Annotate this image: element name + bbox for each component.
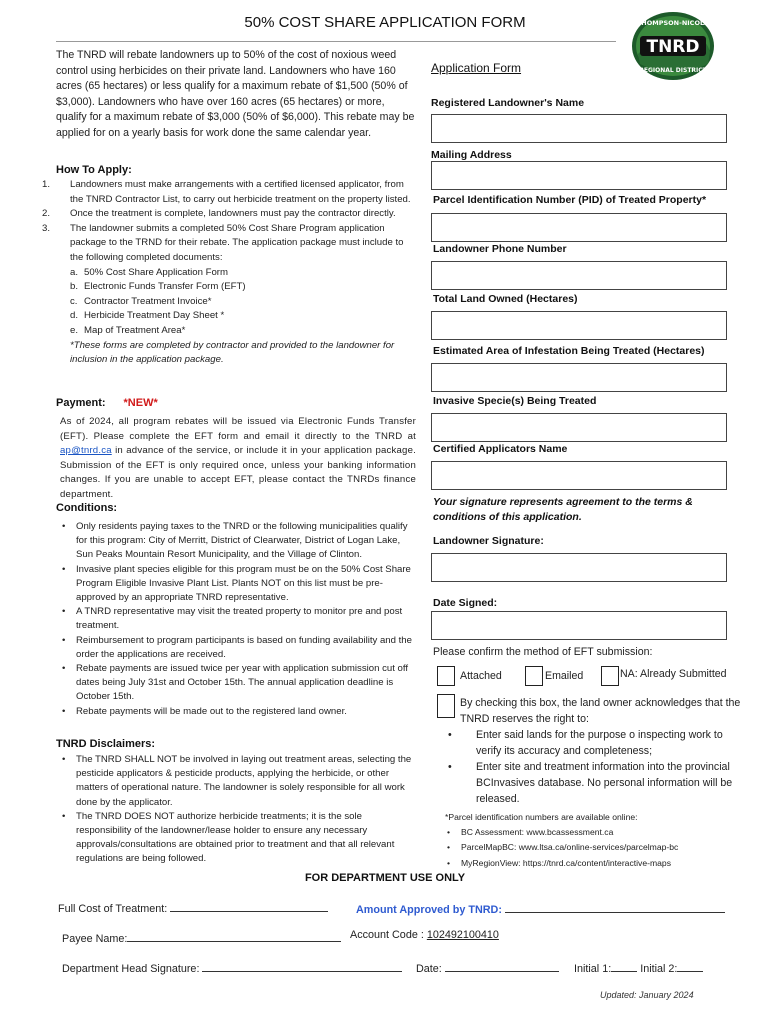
list-item: • BC Assessment: www.bcassessment.ca [445,825,745,840]
initial-1-label: Initial 1: [574,963,612,975]
initial-2-label: Initial 2: [640,963,678,975]
mailing-address-field[interactable] [431,161,727,190]
acknowledgement-block [460,695,750,807]
invasive-species-label: Invasive Specie(s) Being Treated [433,395,597,407]
list-item: • ParcelMapBC: www.ltsa.ca/online-services/parcelmap-bc [445,840,745,855]
how-to-apply-heading: How To Apply: [56,164,132,176]
account-code-value: 102492100410 [426,929,499,941]
account-code-label: Account Code : [350,929,424,941]
title-divider [56,41,616,42]
eft-attached-checkbox[interactable] [437,666,455,686]
phone-field[interactable] [431,261,727,290]
list-item: • The TNRD DOES NOT authorize herbicide treatments; it is the sole responsibility of the landowner/lease holder to ensure any necessary approvals/consultations are obtained prior to treatment and that all relevant regulations are being followed. [60,810,412,867]
acknowledge-checkbox[interactable] [437,694,455,718]
dept-head-label: Department Head Signature: [62,963,200,975]
invasive-species-field[interactable] [431,413,727,442]
document-item: c. Contractor Treatment Invoice* [70,295,212,307]
applicator-name-label: Certified Applicators Name [433,443,568,455]
list-item: • Reimbursement to program participants is based on funding availability and the order the applications are received. [60,634,412,662]
list-item: • MyRegionView: https://tnrd.ca/content/interactive-maps [445,856,745,871]
pid-label: Parcel Identification Number (PID) of Treated Property* [433,194,707,206]
svg-text:THOMPSON-NICOLA: THOMPSON-NICOLA [636,19,710,27]
amount-approved-field[interactable] [505,900,725,913]
list-item: • Rebate payments are issued twice per year with application submission cut off dates being July 31st and October 15th. The annual application deadline is October 15th. [60,662,412,705]
total-land-field[interactable] [431,311,727,340]
eft-already-submitted-checkbox[interactable] [601,666,619,686]
dept-date-row [416,959,559,975]
list-item: • A TNRD representative may visit the treated property to monitor pre and post treatment. [60,605,412,633]
contractor-forms-note: *These forms are completed by contractor and provided to the landowner for inclusion in the application package. [70,339,395,366]
landowner-name-field[interactable] [431,114,727,143]
phone-label: Landowner Phone Number [433,243,567,255]
updated-date: Updated: January 2024 [600,990,694,1000]
signature-agreement-note: Your signature represents agreement to the terms & conditions of this application. [433,496,693,523]
list-item: • Only residents paying taxes to the TNRD or the following municipalities qualify for this program: City of Merritt, District of Clearwater, District of Logan Lake, Sun Peaks Mountain Resort Municipality, and the Village of Clinton. [60,520,412,563]
dept-date-label: Date: [416,963,442,975]
conditions-list [60,520,412,719]
payment-heading: Payment: *NEW* [56,397,158,409]
full-cost-field[interactable] [170,899,328,912]
how-to-apply-list [42,178,418,368]
amount-approved-label: Amount Approved by TNRD: [356,904,502,916]
pid-sources-list [445,825,745,871]
date-signed-label: Date Signed: [433,597,498,609]
eft-already-submitted-label: NA: Already Submitted [620,668,727,680]
conditions-heading: Conditions: [56,502,118,514]
document-item: b. Electronic Funds Transfer Form (EFT) [70,281,246,293]
date-signed-field[interactable] [431,611,727,640]
document-item: d. Herbicide Treatment Day Sheet * [70,310,225,322]
step-item: 3. The landowner submits a completed 50% Cost Share Program application package to the TRND for their rebate. The application package must include to the following completed documents: [42,222,404,263]
tnrd-logo [630,10,716,82]
step-item: 2. Once the treatment is complete, landowners must pay the contractor directly. [42,208,396,220]
disclaimers-heading: TNRD Disclaimers: [56,738,156,750]
signature-field[interactable] [431,553,727,582]
initials-row [574,959,703,975]
total-land-label: Total Land Owned (Hectares) [433,293,578,305]
document-item: a. 50% Cost Share Application Form [70,266,228,278]
payment-paragraph: As of 2024, all program rebates will be issued via Electronic Funds Transfer (EFT). Please complete the EFT form and email it directly to the TNRD at ap@tnrd.ca in advance of the service, or include it in your application package. Submission of the EFT is only required once, unless your banking information changes. If you are unable to accept EFT, please contact the TNRDs finance department. [60,416,416,500]
full-cost-row [58,899,328,915]
payee-label: Payee Name: [62,933,128,945]
eft-method-question: Please confirm the method of EFT submission: [433,646,653,658]
disclaimers-list [60,753,412,867]
dept-date-field[interactable] [445,959,559,972]
landowner-name-label: Registered Landowner's Name [431,97,585,109]
svg-text:REGIONAL DISTRICT: REGIONAL DISTRICT [639,67,707,74]
department-use-heading: FOR DEPARTMENT USE ONLY [304,872,466,884]
step-item: 1. Landowners must make arrangements with a certified licensed applicator, from the TNRD Contractor List, to carry out herbicide treatment on the property listed. [42,179,411,205]
payee-row [62,929,341,945]
infestation-area-field[interactable] [431,363,727,392]
eft-attached-label: Attached [460,670,502,682]
payee-field[interactable] [127,929,341,942]
signature-label: Landowner Signature: [433,535,544,547]
infestation-area-label: Estimated Area of Infestation Being Treated (Hectares) [433,345,705,357]
page-title: 50% COST SHARE APPLICATION FORM [244,14,526,31]
initial-1-field[interactable] [611,959,637,972]
applicator-name-field[interactable] [431,461,727,490]
dept-head-row [62,959,402,975]
dept-head-signature-field[interactable] [202,959,402,972]
list-item: • Invasive plant species eligible for this program must be on the 50% Cost Share Program Eligible Invasive Plant List. Plants NOT on this list must be pre-approved by an appropriate TNRD representative. [60,563,412,606]
initial-2-field[interactable] [677,959,703,972]
application-form-heading: Application Form [431,61,522,75]
list-item: • The TNRD SHALL NOT be involved in laying out treatment areas, selecting the pesticide applicators & pesticide products, applying the herbicide, or other matters of operational nature. The landowner is solely responsible for all work done by the applicator. [60,753,412,810]
tnrd-logo-icon [630,10,716,82]
acknowledgement-list [460,727,750,807]
pid-field[interactable] [431,213,727,242]
intro-paragraph: The TNRD will rebate landowners up to 50% of the cost of noxious weed control using herbicides on their private land. Landowners who have 160 acres (65 hectares) or less qualify for a maximum rebate of $1,500 (50% of $3,000). Landowners who have over 160 acres (65 hectares) or more, qualify for a maximum rebate of $3,000 (50% of $6,000). This rebate may be applied for on a yearly basis for work done the same calendar year. [56,49,415,139]
pid-sources-heading: *Parcel identification numbers are available online: [445,812,638,822]
list-item: • Rebate payments will be made out to the registered land owner. [60,705,412,719]
amount-approved-row [356,900,725,916]
document-item: e. Map of Treatment Area* [70,324,186,336]
mailing-address-label: Mailing Address [431,149,512,161]
acknowledgement-text: By checking this box, the land owner acknowledges that the TNRD reserves the right to: [460,697,741,725]
eft-emailed-checkbox[interactable] [525,666,543,686]
eft-emailed-label: Emailed [545,670,584,682]
pid-sources-note [445,810,745,871]
new-badge: *NEW* [123,397,158,409]
svg-text:TNRD: TNRD [646,37,700,57]
finance-email-link[interactable]: ap@tnrd.ca [60,445,112,457]
list-item: • Enter said lands for the purpose o inspecting work to verify its accuracy and completeness; [460,727,750,759]
list-item: • Enter site and treatment information into the provincial BCInvasives database. No personal information will be released. [460,759,750,807]
full-cost-label: Full Cost of Treatment: [58,903,168,915]
account-code-row [350,929,499,941]
